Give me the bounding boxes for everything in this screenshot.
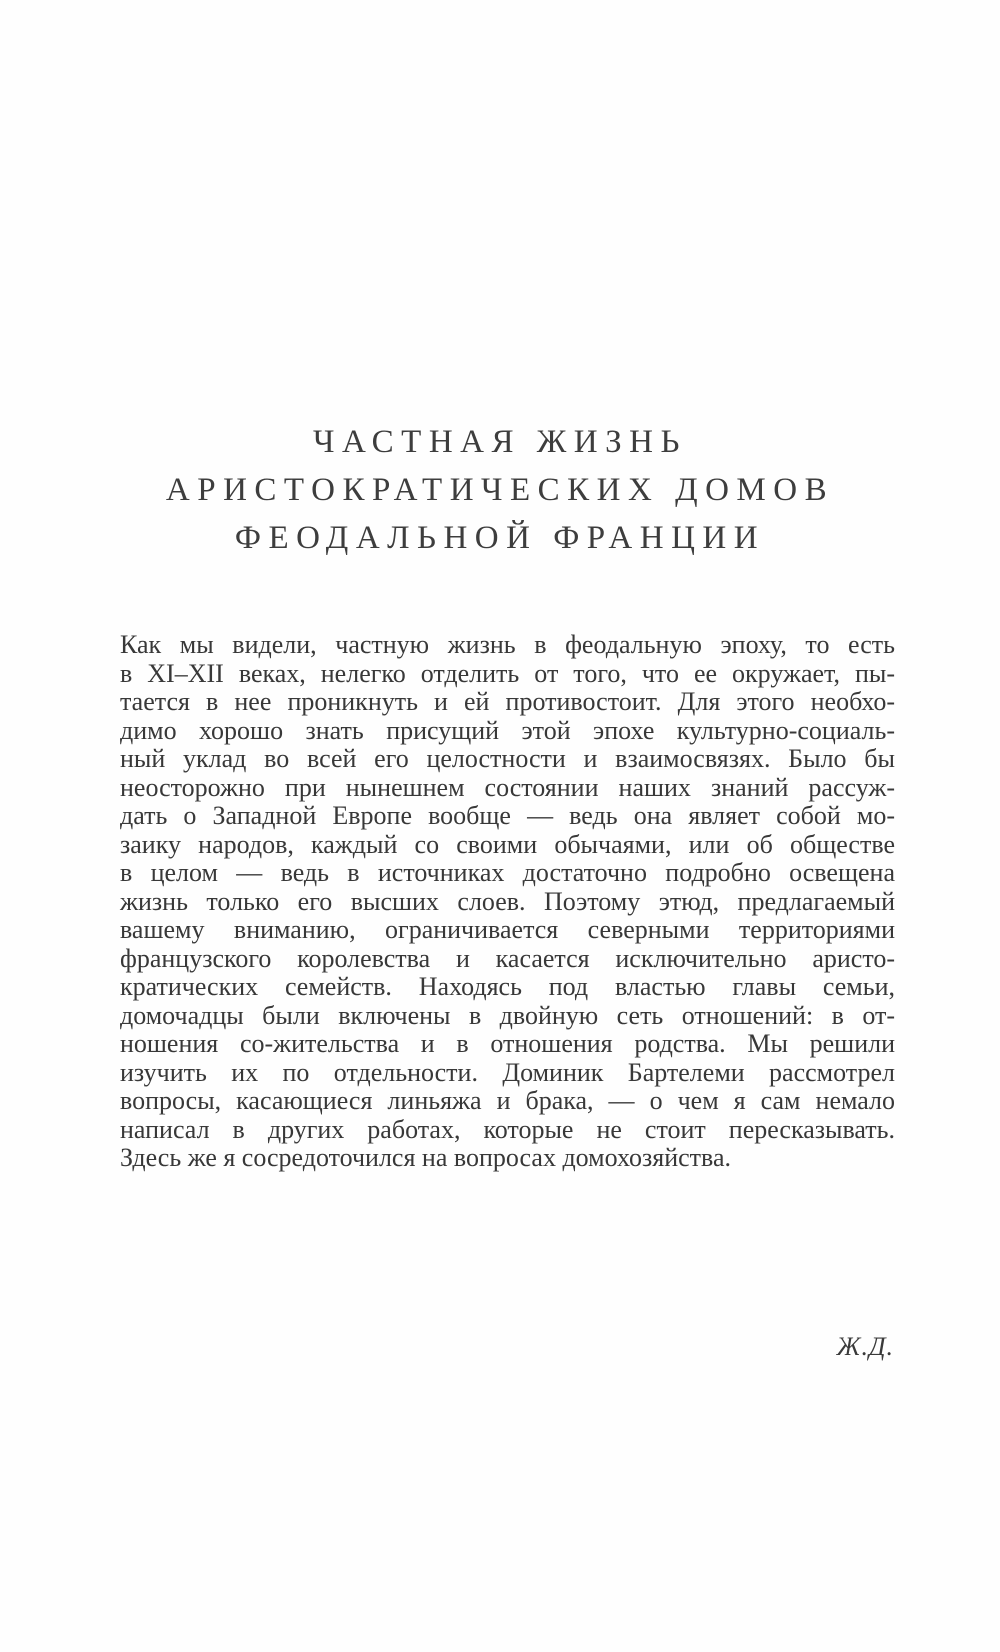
paragraph-line: изучить их по отдельности. Доминик Бартелеми рассмотрел xyxy=(120,1057,895,1087)
paragraph-line-last: Здесь же я сосредоточился на вопросах домохозяйства. xyxy=(120,1143,732,1172)
chapter-title-line-2: АРИСТОКРАТИЧЕСКИХ ДОМОВ xyxy=(165,472,835,508)
paragraph-line: заику народов, каждый со своими обычаями, или об обществе xyxy=(120,829,895,859)
paragraph-line: французского королевства и касается исключительно аристо- xyxy=(120,943,895,973)
author-signature: Ж.Д. xyxy=(836,1332,894,1361)
paragraph-line: дать о Западной Европе вообще — ведь она являет собой мо- xyxy=(120,801,895,830)
paragraph-line: вопросы, касающиеся линьяжа и брака, — о чем я сам немало xyxy=(120,1086,895,1115)
paragraph-line: ношения со-жительства и в отношения родства. Мы решили xyxy=(120,1029,895,1058)
paragraph-line: в целом — ведь в источниках достаточно подробно освещена xyxy=(120,858,895,887)
chapter-title xyxy=(0,418,1000,562)
intro-paragraph xyxy=(120,631,895,1173)
paragraph-line: в XI–XII веках, нелегко отделить от того, что ее окружает, пы- xyxy=(120,658,895,688)
chapter-title-line-1: ЧАСТНАЯ ЖИЗНЬ xyxy=(313,424,687,460)
paragraph-line: димо хорошо знать присущий этой эпохе культурно-социаль- xyxy=(120,715,895,745)
paragraph-line: вашему вниманию, ограничивается северными территориями xyxy=(120,915,895,944)
paragraph-line: неосторожно при нынешнем состоянии наших знаний рассуж- xyxy=(120,772,895,802)
paragraph-line: жизнь только его высших слоев. Поэтому этюд, предлагаемый xyxy=(120,886,895,916)
paragraph-line: кратических семейств. Находясь под властью главы семьи, xyxy=(120,972,895,1001)
chapter-title-line-3: ФЕОДАЛЬНОЙ ФРАНЦИИ xyxy=(234,520,766,556)
paragraph-line: тается в нее проникнуть и ей противостоит. Для этого необхо- xyxy=(120,687,895,716)
paragraph-line: Как мы видели, частную жизнь в феодальную эпоху, то есть xyxy=(120,630,895,659)
paragraph-line: ный уклад во всей его целостности и взаимосвязях. Было бы xyxy=(120,744,895,773)
paragraph-line: написал в других работах, которые не стоит пересказывать. xyxy=(120,1114,895,1144)
paragraph-line: домочадцы были включены в двойную сеть отношений: в от- xyxy=(120,1000,895,1030)
